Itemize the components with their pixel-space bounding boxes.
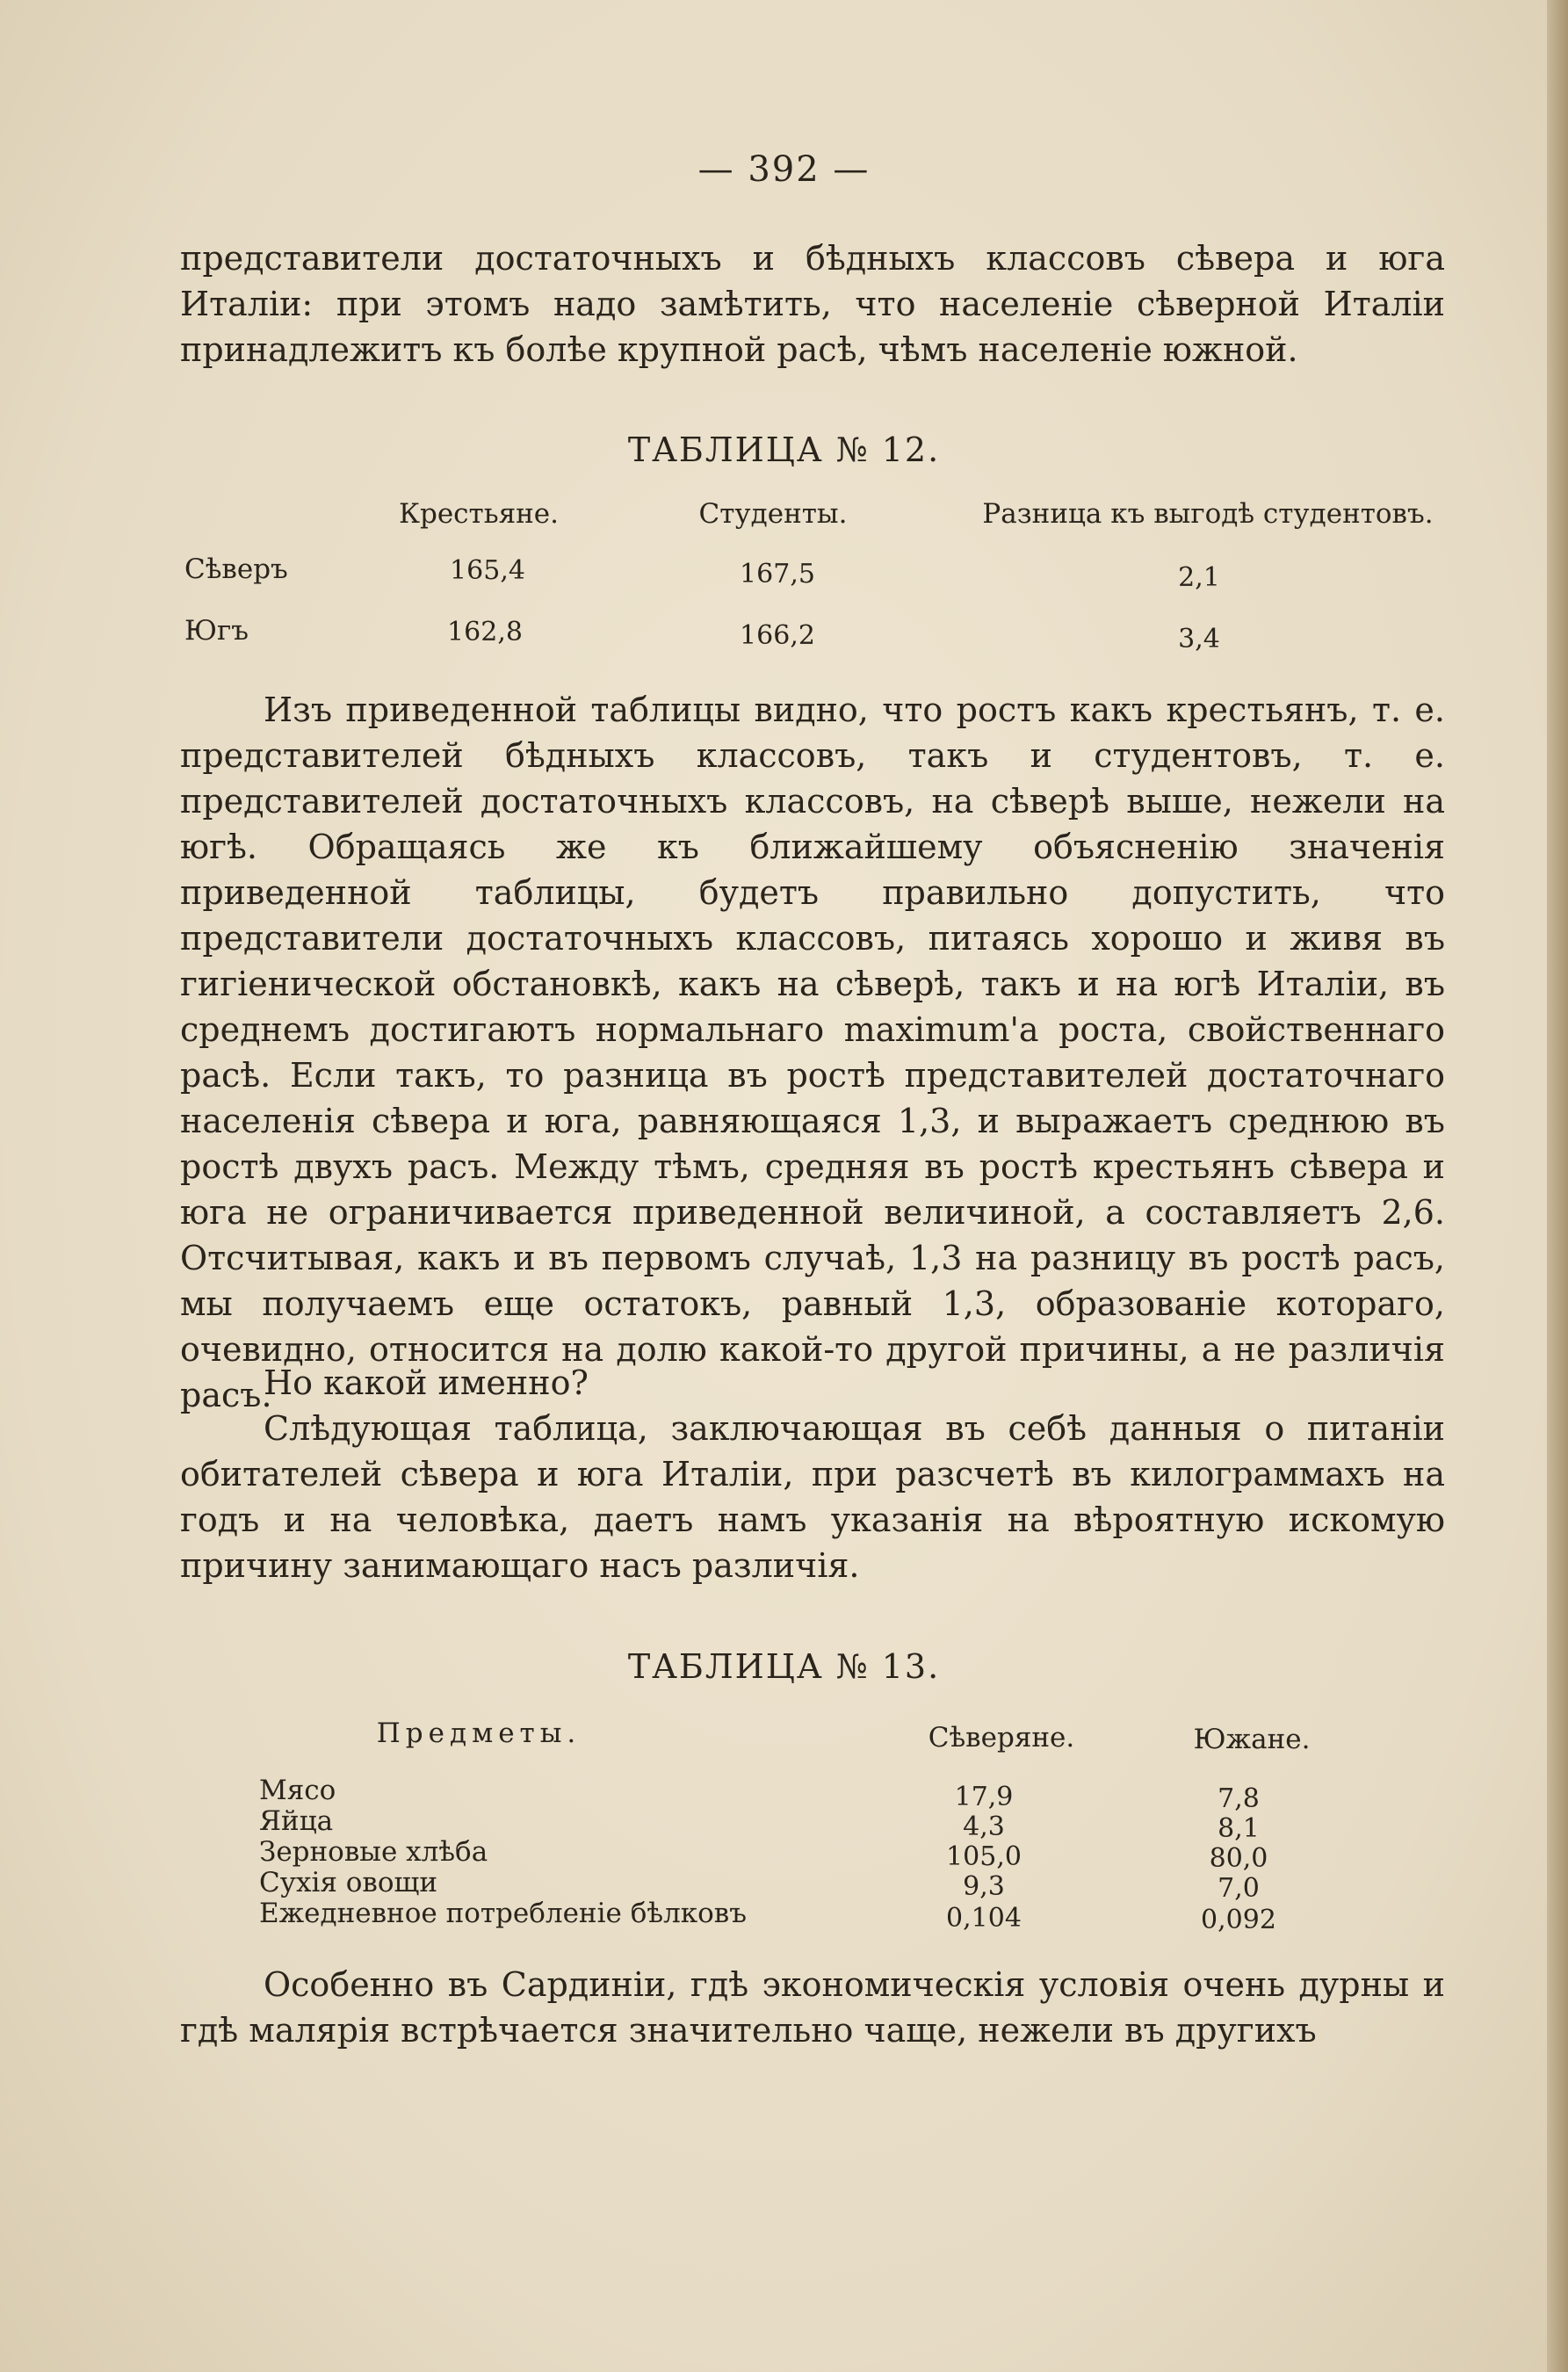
- paragraph-next: Слѣдующая таблица, заключающая въ себѣ данныя о питаніи обитателей сѣвера и юга Италіи, при разсчетѣ въ килограммахъ на годъ и на человѣка, даетъ намъ указанія на вѣроятную искомую причину занимающаго насъ различія.: [180, 1409, 1445, 1585]
- table-13-row-label-protein: Ежедневное потребленіе бѣлковъ: [259, 1898, 747, 1929]
- paragraph-last: Особенно въ Сардиніи, гдѣ экономическія условія очень дурны и гдѣ малярія встрѣчается значительно чаще, нежели въ другихъ: [180, 1965, 1445, 2050]
- table-12-cell-north-difference: 2,1: [1178, 562, 1220, 593]
- paragraph-intro: представители достаточныхъ и бѣдныхъ классовъ сѣвера и юга Италіи: при этомъ надо замѣтить, что населеніе сѣверной Италіи принадлежитъ къ болѣе крупной расѣ, чѣмъ населеніе южной.: [180, 239, 1445, 369]
- table-13-row-label-grains: Зерновые хлѣба: [259, 1836, 488, 1868]
- table-12-cell-south-peasants: 162,8: [447, 617, 523, 647]
- table-13-cell-grains-north: 105,0: [946, 1841, 1022, 1872]
- table-12-header-difference: Разница къ выгодѣ студентовъ.: [982, 498, 1434, 530]
- table-12-cell-north-peasants: 165,4: [450, 555, 525, 586]
- table-13-cell-eggs-north: 4,3: [963, 1812, 1005, 1842]
- page-edge: [1547, 0, 1568, 2372]
- table-13-cell-legumes-south: 7,0: [1218, 1873, 1260, 1904]
- table-13-cell-eggs-south: 8,1: [1218, 1813, 1260, 1844]
- table-12-cell-south-students: 166,2: [740, 620, 815, 651]
- table-13-row-label-meat: Мясо: [259, 1775, 336, 1806]
- table-12-row-label-north: Сѣверъ: [184, 553, 288, 585]
- table-13-header-southerners: Южане.: [1193, 1724, 1311, 1755]
- table-12-cell-south-difference: 3,4: [1178, 624, 1220, 654]
- paragraph-main: Изъ приведенной таблицы видно, что ростъ какъ крестьянъ, т. е. представителей бѣдныхъ классовъ, такъ и студентовъ, т. е. представителей достаточныхъ классовъ, на сѣверѣ выше, нежели на югѣ. Обращаясь же къ ближайшему объясненію значенія приведенной таблицы, будетъ правильно допустить, что представители достаточныхъ классовъ, питаясь хорошо и живя въ гигіенической обстановкѣ, какъ на сѣверѣ, такъ и на югѣ Италіи, въ среднемъ достигаютъ нормальнаго maximum'а роста, свойственнаго расѣ. Если такъ, то разница въ ростѣ представителей достаточнаго населенія сѣвера и юга, равняющаяся 1,3, и выражаетъ среднюю въ ростѣ двухъ расъ. Между тѣмъ, средняя въ ростѣ крестьянъ сѣвера и юга не ограничивается приведенной величиной, а составляетъ 2,6. Отсчитывая, какъ и въ первомъ случаѣ, 1,3 на разницу въ ростѣ расъ, мы получаемъ еще остатокъ, равный 1,3, образованіе котораго, очевидно, относится на долю какой-то другой причины, а не различія расъ.: [180, 691, 1445, 1414]
- table-13-cell-protein-north: 0,104: [946, 1903, 1022, 1934]
- table-12-row-label-south: Югъ: [184, 615, 249, 647]
- table-13-header-items: Предметы.: [376, 1718, 582, 1749]
- table-12-title: ТАБЛИЦА № 12.: [627, 430, 941, 469]
- table-12-header-students: Студенты.: [698, 498, 848, 530]
- page-number: — 392 —: [697, 149, 871, 190]
- table-13-title: ТАБЛИЦА № 13.: [627, 1647, 941, 1686]
- table-13-cell-meat-south: 7,8: [1218, 1783, 1260, 1814]
- table-12-cell-north-students: 167,5: [740, 559, 815, 589]
- table-13-row-label-legumes: Сухія овощи: [259, 1867, 438, 1898]
- table-13-cell-legumes-north: 9,3: [963, 1871, 1005, 1902]
- paragraph-question: Но какой именно?: [264, 1363, 589, 1402]
- table-13-cell-protein-south: 0,092: [1201, 1905, 1276, 1935]
- table-12-header-peasants: Крестьяне.: [399, 498, 559, 530]
- table-13-cell-grains-south: 80,0: [1209, 1843, 1268, 1874]
- table-13-header-northerners: Сѣверяне.: [928, 1722, 1075, 1754]
- table-13-cell-meat-north: 17,9: [954, 1782, 1014, 1812]
- table-13-row-label-eggs: Яйца: [259, 1805, 334, 1837]
